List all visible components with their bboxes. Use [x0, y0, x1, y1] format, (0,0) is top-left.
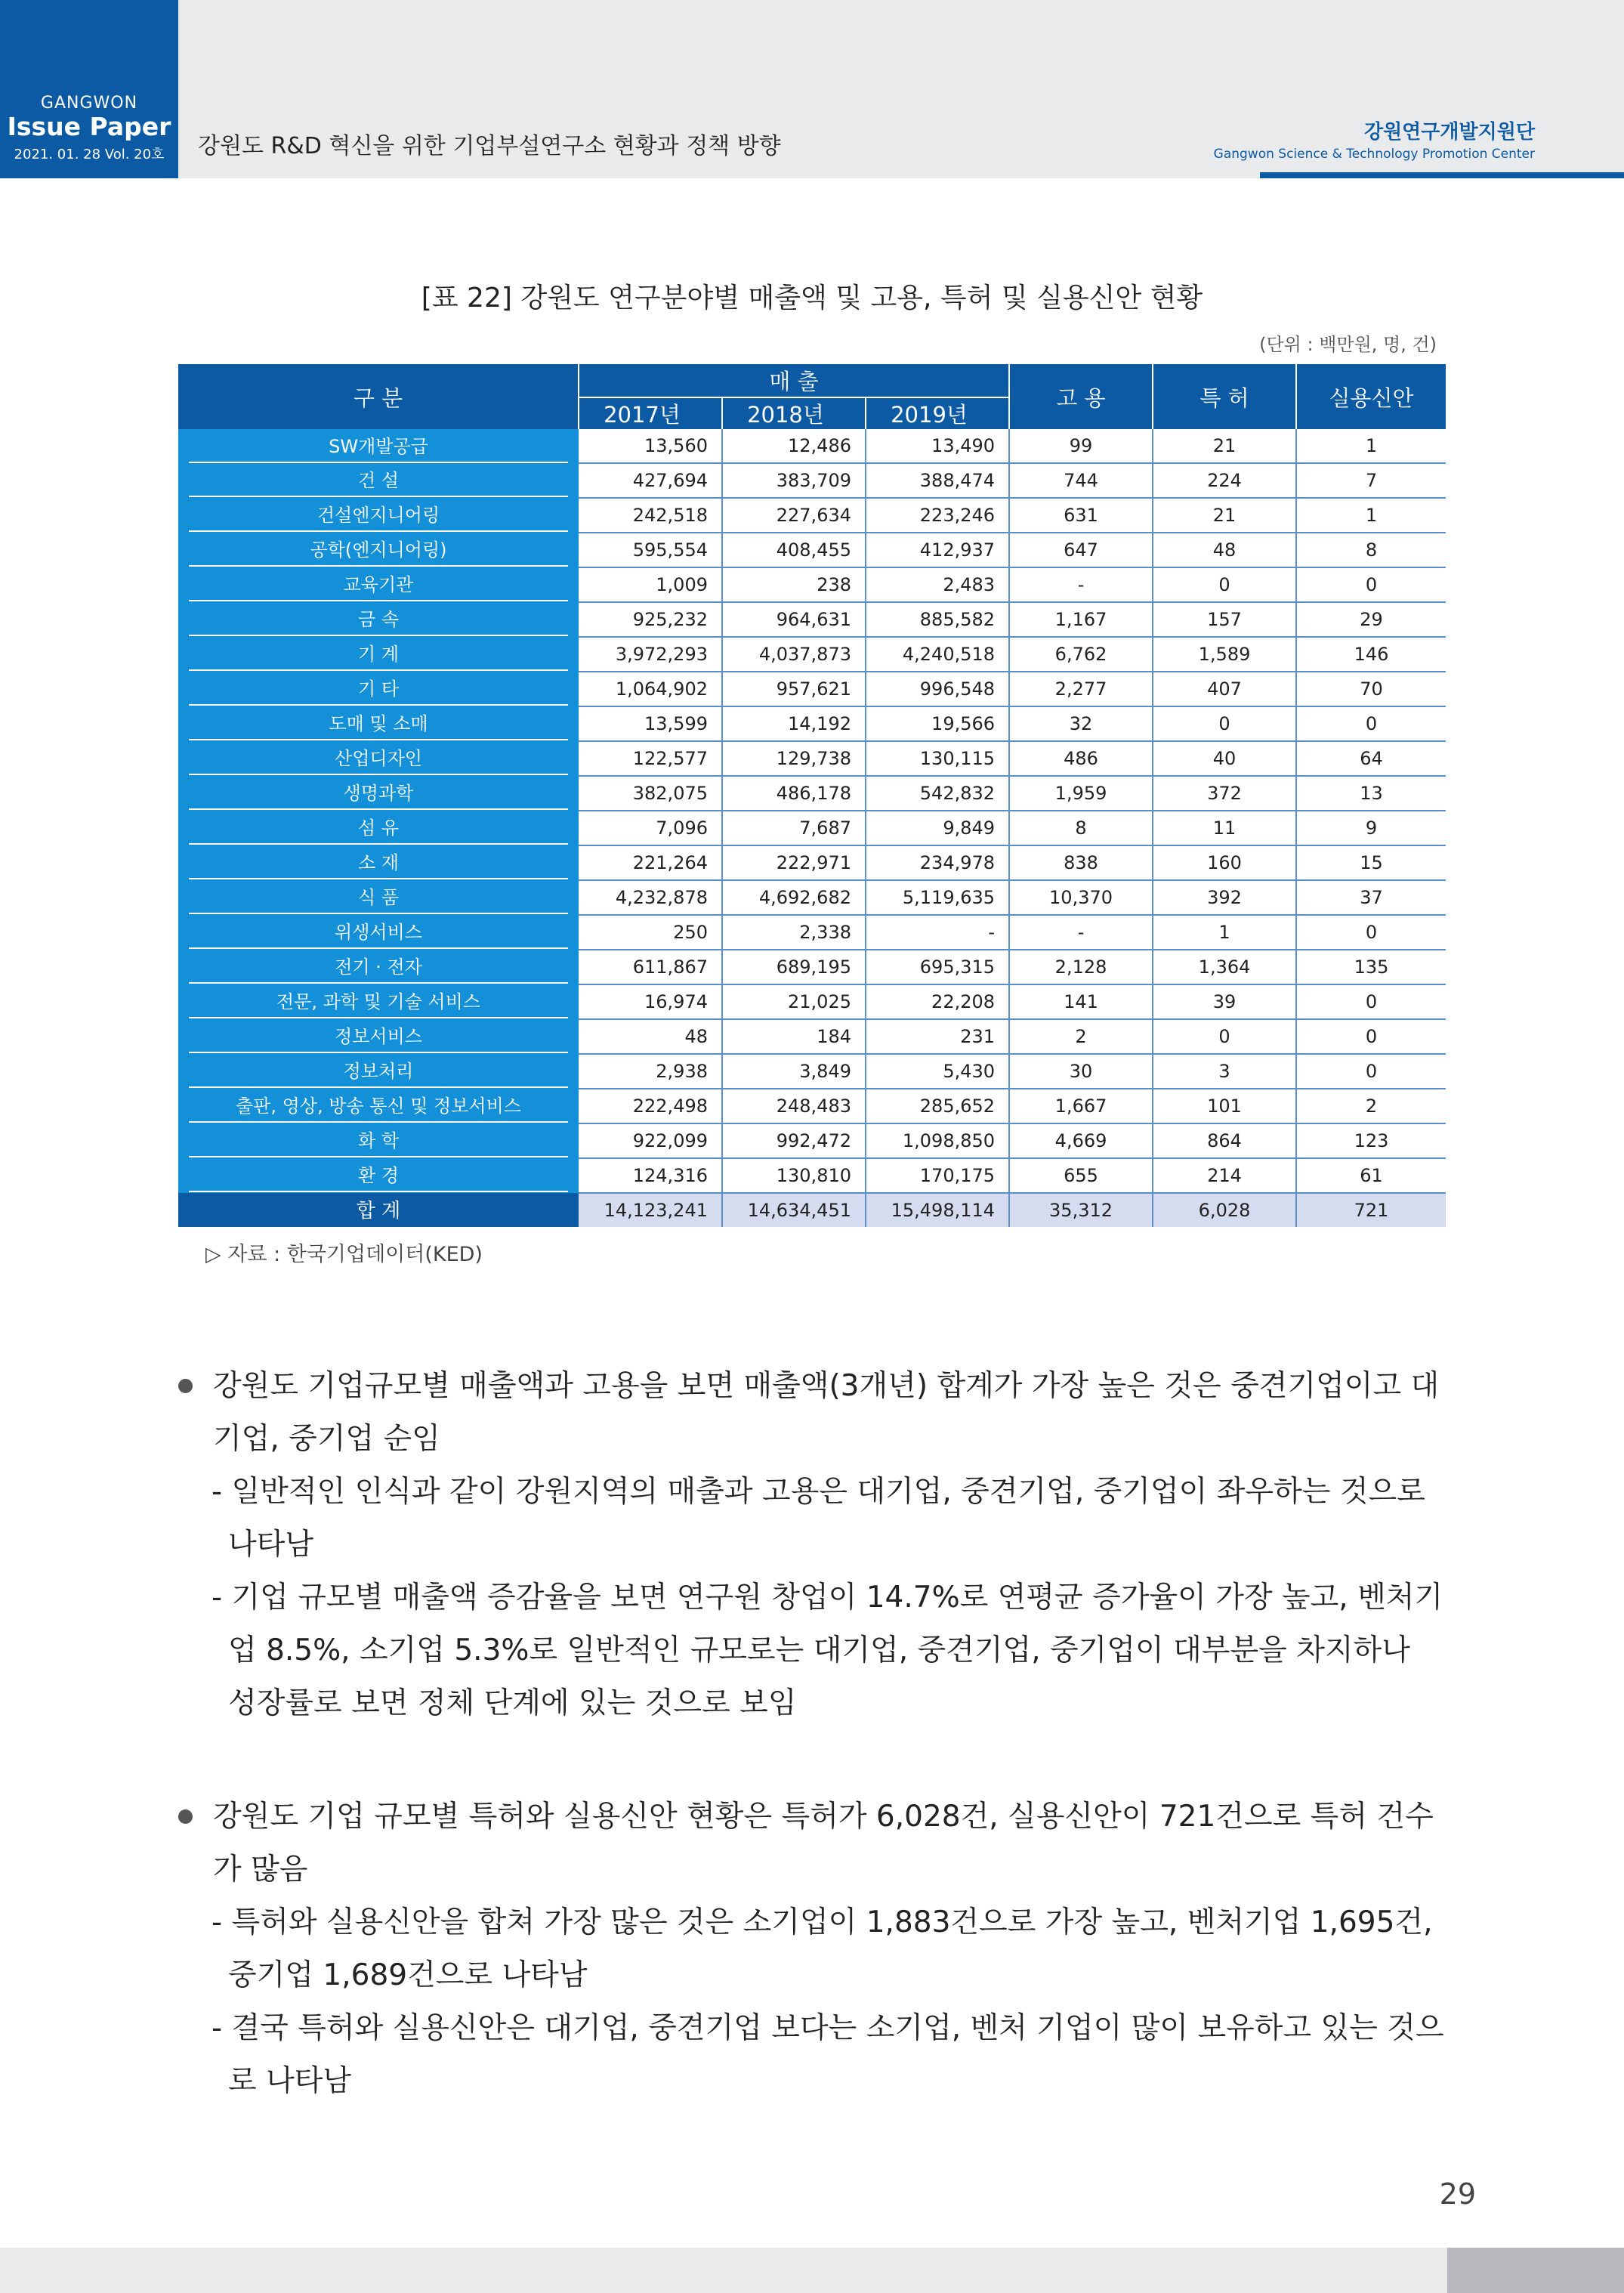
- employment-cell: 1,959: [1009, 776, 1153, 811]
- category-label: 도매 및 소매: [189, 707, 568, 740]
- utility-cell: 29: [1296, 602, 1446, 637]
- sales-2018-cell: 12,486: [722, 429, 866, 463]
- sales-2018-cell: 14,634,451: [722, 1193, 866, 1227]
- sales-2019-cell: 9,849: [866, 811, 1009, 845]
- category-label: 출판, 영상, 방송 통신 및 정보서비스: [189, 1089, 568, 1123]
- brand-issue: 2021. 01. 28 Vol. 20호: [14, 147, 165, 162]
- sales-2019-cell: 1,098,850: [866, 1123, 1009, 1158]
- sales-2017-cell: 250: [579, 915, 722, 950]
- category-cell: [178, 1054, 579, 1089]
- category-cell: [178, 1089, 579, 1123]
- sales-2018-cell: 4,037,873: [722, 637, 866, 672]
- table-row: [178, 1019, 1446, 1054]
- category-cell: [178, 811, 579, 845]
- category-label: 생명과학: [189, 777, 568, 810]
- patent-cell: 0: [1153, 1019, 1296, 1054]
- category-label: 건설엔지니어링: [189, 499, 568, 532]
- table-row: [178, 672, 1446, 706]
- brand-top: GANGWON: [40, 94, 138, 113]
- patent-cell: 372: [1153, 776, 1296, 811]
- category-cell: [178, 706, 579, 741]
- sales-2019-cell: 285,652: [866, 1089, 1009, 1123]
- table-row: [178, 1089, 1446, 1123]
- sales-2019-cell: 170,175: [866, 1158, 1009, 1193]
- utility-cell: 146: [1296, 637, 1446, 672]
- table-row: [178, 984, 1446, 1019]
- category-label: 섬 유: [189, 811, 568, 845]
- category-label: 산업디자인: [189, 742, 568, 775]
- category-cell: [178, 567, 579, 602]
- table-source: ▷ 자료 : 한국기업데이터(KED): [205, 1243, 483, 1266]
- bullet-icon: [178, 1379, 193, 1393]
- utility-cell: 135: [1296, 950, 1446, 984]
- category-label: 기 타: [189, 672, 568, 706]
- utility-cell: 13: [1296, 776, 1446, 811]
- utility-cell: 0: [1296, 1019, 1446, 1054]
- category-label: 교육기관: [189, 568, 568, 601]
- employment-cell: 99: [1009, 429, 1153, 463]
- table-title: [표 22] 강원도 연구분야별 매출액 및 고용, 특허 및 실용신안 현황: [421, 283, 1203, 314]
- employment-cell: 2: [1009, 1019, 1153, 1054]
- patent-cell: 214: [1153, 1158, 1296, 1193]
- utility-cell: 1: [1296, 429, 1446, 463]
- employment-cell: 10,370: [1009, 880, 1153, 915]
- sales-2017-cell: 16,974: [579, 984, 722, 1019]
- category-cell: [178, 533, 579, 567]
- category-cell: [178, 672, 579, 706]
- utility-cell: 721: [1296, 1193, 1446, 1227]
- sales-2018-cell: 4,692,682: [722, 880, 866, 915]
- patent-cell: 224: [1153, 463, 1296, 498]
- sales-2017-cell: 611,867: [579, 950, 722, 984]
- sales-2019-cell: 130,115: [866, 741, 1009, 776]
- table-row: [178, 567, 1446, 602]
- table-unit: (단위 : 백만원, 명, 건): [1259, 334, 1437, 355]
- sales-2019-cell: 13,490: [866, 429, 1009, 463]
- utility-cell: 15: [1296, 845, 1446, 880]
- sales-2018-cell: 21,025: [722, 984, 866, 1019]
- sales-2019-cell: 695,315: [866, 950, 1009, 984]
- category-label: 공학(엔지니어링): [189, 533, 568, 567]
- utility-cell: 70: [1296, 672, 1446, 706]
- patent-cell: 6,028: [1153, 1193, 1296, 1227]
- employment-cell: -: [1009, 567, 1153, 602]
- bullet-paragraph: [178, 1791, 1447, 1896]
- category-cell: [178, 429, 579, 463]
- sub-paragraph: - 일반적인 인식과 같이 강원지역의 매출과 고용은 대기업, 중견기업, 중기업이 좌우하는 것으로 나타남: [211, 1475, 1425, 1562]
- header-year-2017: 2017년: [579, 397, 722, 429]
- utility-cell: 2: [1296, 1089, 1446, 1123]
- sales-2018-cell: 14,192: [722, 706, 866, 741]
- category-cell: [178, 950, 579, 984]
- sales-2019-cell: 5,119,635: [866, 880, 1009, 915]
- employment-cell: 486: [1009, 741, 1153, 776]
- utility-cell: 9: [1296, 811, 1446, 845]
- sales-2018-cell: 2,338: [722, 915, 866, 950]
- table-row: [178, 1054, 1446, 1089]
- sales-2018-cell: 964,631: [722, 602, 866, 637]
- sales-2018-cell: 3,849: [722, 1054, 866, 1089]
- utility-cell: 0: [1296, 706, 1446, 741]
- category-label: 정보처리: [189, 1055, 568, 1088]
- sales-2017-cell: 925,232: [579, 602, 722, 637]
- brand-main: Issue Paper: [7, 112, 171, 141]
- table-row: [178, 637, 1446, 672]
- sales-2017-cell: 14,123,241: [579, 1193, 722, 1227]
- category-cell: [178, 915, 579, 950]
- bullet-paragraph: [178, 1360, 1447, 1466]
- employment-cell: 8: [1009, 811, 1153, 845]
- employment-cell: 631: [1009, 498, 1153, 533]
- category-cell: [178, 1019, 579, 1054]
- sales-2017-cell: 4,232,878: [579, 880, 722, 915]
- sales-2017-cell: 1,009: [579, 567, 722, 602]
- employment-cell: 1,667: [1009, 1089, 1153, 1123]
- sales-2018-cell: 7,687: [722, 811, 866, 845]
- sales-2017-cell: 382,075: [579, 776, 722, 811]
- patent-cell: 11: [1153, 811, 1296, 845]
- sales-2018-cell: 408,455: [722, 533, 866, 567]
- employment-cell: 838: [1009, 845, 1153, 880]
- sub-paragraph: - 특허와 실용신안을 합쳐 가장 많은 것은 소기업이 1,883건으로 가장 높고, 벤처기업 1,695건, 중기업 1,689건으로 나타남: [211, 1905, 1433, 1992]
- document-title: 강원도 R&D 혁신을 위한 기업부설연구소 현황과 정책 방향: [198, 133, 781, 159]
- employment-cell: 4,669: [1009, 1123, 1153, 1158]
- patent-cell: 101: [1153, 1089, 1296, 1123]
- employment-cell: 35,312: [1009, 1193, 1153, 1227]
- sales-2018-cell: 383,709: [722, 463, 866, 498]
- category-cell: [178, 880, 579, 915]
- sales-2018-cell: 486,178: [722, 776, 866, 811]
- paragraph-text: 강원도 기업 규모별 특허와 실용신안 현황은 특허가 6,028건, 실용신안이 721건으로 특허 건수가 많음: [213, 1800, 1434, 1887]
- sales-2019-cell: 4,240,518: [866, 637, 1009, 672]
- category-cell: [178, 845, 579, 880]
- patent-cell: 40: [1153, 741, 1296, 776]
- sales-2019-cell: 5,430: [866, 1054, 1009, 1089]
- patent-cell: 1: [1153, 915, 1296, 950]
- organization-name-en: Gangwon Science & Technology Promotion Center: [1213, 147, 1535, 162]
- utility-cell: 0: [1296, 915, 1446, 950]
- table-row: [178, 498, 1446, 533]
- table-row: [178, 811, 1446, 845]
- table-row: [178, 533, 1446, 567]
- utility-cell: 61: [1296, 1158, 1446, 1193]
- table-row: [178, 1158, 1446, 1193]
- sales-2019-cell: 15,498,114: [866, 1193, 1009, 1227]
- header-utility: 실용신안: [1296, 364, 1446, 429]
- header-employment: 고 용: [1009, 364, 1153, 429]
- sales-2017-cell: 3,972,293: [579, 637, 722, 672]
- sales-2017-cell: 427,694: [579, 463, 722, 498]
- sub-paragraph: - 기업 규모별 매출액 증감율을 보면 연구원 창업이 14.7%로 연평균 증가율이 가장 높고, 벤처기업 8.5%, 소기업 5.3%로 일반적인 규모로는 대기업, 중견기업, 중기업이 대부분을 차지하나 성장률로 보면 정체 단계에 있는 것으로 보임: [211, 1581, 1443, 1720]
- patent-cell: 39: [1153, 984, 1296, 1019]
- sales-2017-cell: 922,099: [579, 1123, 722, 1158]
- bullet-icon: [178, 1809, 193, 1824]
- sales-2017-cell: 13,560: [579, 429, 722, 463]
- sales-2019-cell: 388,474: [866, 463, 1009, 498]
- sales-2019-cell: 223,246: [866, 498, 1009, 533]
- category-label: 건 설: [189, 464, 568, 497]
- category-label: 기 계: [189, 638, 568, 671]
- issue-paper-logo: [0, 0, 178, 178]
- patent-cell: 3: [1153, 1054, 1296, 1089]
- sales-2017-cell: 1,064,902: [579, 672, 722, 706]
- table-row: [178, 1123, 1446, 1158]
- table-row: [178, 741, 1446, 776]
- category-label: SW개발공급: [189, 430, 568, 463]
- sales-2017-cell: 122,577: [579, 741, 722, 776]
- table-row: [178, 706, 1446, 741]
- sales-2019-cell: 22,208: [866, 984, 1009, 1019]
- sales-2018-cell: 129,738: [722, 741, 866, 776]
- patent-cell: 0: [1153, 567, 1296, 602]
- category-cell: [178, 741, 579, 776]
- footer-box: [1447, 2248, 1624, 2293]
- employment-cell: 6,762: [1009, 637, 1153, 672]
- sales-2017-cell: 48: [579, 1019, 722, 1054]
- category-label: 소 재: [189, 846, 568, 879]
- sales-2019-cell: 231: [866, 1019, 1009, 1054]
- employment-cell: 1,167: [1009, 602, 1153, 637]
- sales-2017-cell: 242,518: [579, 498, 722, 533]
- sales-2018-cell: 227,634: [722, 498, 866, 533]
- header-year-2018: 2018년: [722, 397, 866, 429]
- category-cell: [178, 602, 579, 637]
- table-row: [178, 880, 1446, 915]
- sales-2019-cell: 996,548: [866, 672, 1009, 706]
- sales-2018-cell: 184: [722, 1019, 866, 1054]
- sales-2018-cell: 222,971: [722, 845, 866, 880]
- category-label: 환 경: [189, 1159, 568, 1192]
- category-cell: [178, 1158, 579, 1193]
- utility-cell: 7: [1296, 463, 1446, 498]
- employment-cell: -: [1009, 915, 1153, 950]
- header-rule: [1260, 172, 1624, 178]
- table-total-row: [178, 1193, 1446, 1227]
- sales-2017-cell: 124,316: [579, 1158, 722, 1193]
- category-label: 합 계: [356, 1199, 401, 1222]
- patent-cell: 1,364: [1153, 950, 1296, 984]
- sales-2019-cell: 885,582: [866, 602, 1009, 637]
- utility-cell: 0: [1296, 1054, 1446, 1089]
- utility-cell: 123: [1296, 1123, 1446, 1158]
- table-row: [178, 429, 1446, 463]
- category-label: 금 속: [189, 603, 568, 636]
- utility-cell: 0: [1296, 984, 1446, 1019]
- sales-2019-cell: 542,832: [866, 776, 1009, 811]
- employment-cell: 647: [1009, 533, 1153, 567]
- organization-name-ko: 강원연구개발지원단: [1363, 121, 1535, 144]
- sales-2018-cell: 992,472: [722, 1123, 866, 1158]
- employment-cell: 655: [1009, 1158, 1153, 1193]
- page-number: 29: [1439, 2177, 1476, 2211]
- header-category: 구 분: [178, 364, 579, 429]
- employment-cell: 2,277: [1009, 672, 1153, 706]
- sales-2017-cell: 13,599: [579, 706, 722, 741]
- category-cell: [178, 776, 579, 811]
- utility-cell: 37: [1296, 880, 1446, 915]
- utility-cell: 0: [1296, 567, 1446, 602]
- table-row: [178, 463, 1446, 498]
- sales-2018-cell: 957,621: [722, 672, 866, 706]
- employment-cell: 2,128: [1009, 950, 1153, 984]
- utility-cell: 64: [1296, 741, 1446, 776]
- sales-2019-cell: -: [866, 915, 1009, 950]
- employment-cell: 32: [1009, 706, 1153, 741]
- table-row: [178, 950, 1446, 984]
- sales-2018-cell: 130,810: [722, 1158, 866, 1193]
- sales-2017-cell: 2,938: [579, 1054, 722, 1089]
- patent-cell: 407: [1153, 672, 1296, 706]
- patent-cell: 1,589: [1153, 637, 1296, 672]
- data-table: [178, 364, 1446, 1227]
- header-patent: 특 허: [1153, 364, 1296, 429]
- sub-paragraph: - 결국 특허와 실용신안은 대기업, 중견기업 보다는 소기업, 벤처 기업이 많이 보유하고 있는 것으로 나타남: [211, 2011, 1444, 2098]
- category-cell: [178, 637, 579, 672]
- sales-2017-cell: 7,096: [579, 811, 722, 845]
- sales-2019-cell: 412,937: [866, 533, 1009, 567]
- table-body: [178, 429, 1446, 1227]
- employment-cell: 744: [1009, 463, 1153, 498]
- patent-cell: 864: [1153, 1123, 1296, 1158]
- patent-cell: 48: [1153, 533, 1296, 567]
- category-label: 정보서비스: [189, 1020, 568, 1053]
- sales-2019-cell: 234,978: [866, 845, 1009, 880]
- paragraph-text: 강원도 기업규모별 매출액과 고용을 보면 매출액(3개년) 합계가 가장 높은 것은 중견기업이고 대기업, 중기업 순임: [213, 1369, 1440, 1456]
- patent-cell: 157: [1153, 602, 1296, 637]
- patent-cell: 21: [1153, 429, 1296, 463]
- utility-cell: 1: [1296, 498, 1446, 533]
- header-sales: 매 출: [579, 364, 1009, 397]
- utility-cell: 8: [1296, 533, 1446, 567]
- body-section-1: [178, 1360, 1447, 1730]
- table-row: [178, 776, 1446, 811]
- table-row: [178, 845, 1446, 880]
- category-label: 전기 · 전자: [189, 950, 568, 984]
- sales-2018-cell: 689,195: [722, 950, 866, 984]
- category-cell: [178, 463, 579, 498]
- category-cell: [178, 1123, 579, 1158]
- category-cell: [178, 984, 579, 1019]
- sales-2017-cell: 222,498: [579, 1089, 722, 1123]
- employment-cell: 30: [1009, 1054, 1153, 1089]
- employment-cell: 141: [1009, 984, 1153, 1019]
- category-label: 전문, 과학 및 기술 서비스: [189, 985, 568, 1018]
- patent-cell: 21: [1153, 498, 1296, 533]
- sales-2019-cell: 2,483: [866, 567, 1009, 602]
- body-section-2: [178, 1791, 1447, 2108]
- category-label: 식 품: [189, 881, 568, 914]
- header-year-2019: 2019년: [866, 397, 1009, 429]
- sales-2017-cell: 221,264: [579, 845, 722, 880]
- table-row: [178, 915, 1446, 950]
- footer-band: [0, 2248, 1624, 2293]
- patent-cell: 392: [1153, 880, 1296, 915]
- table-row: [178, 602, 1446, 637]
- sales-2017-cell: 595,554: [579, 533, 722, 567]
- category-label: 화 학: [189, 1124, 568, 1157]
- patent-cell: 0: [1153, 706, 1296, 741]
- sales-2019-cell: 19,566: [866, 706, 1009, 741]
- sales-2018-cell: 238: [722, 567, 866, 602]
- category-cell: [178, 1193, 579, 1227]
- category-cell: [178, 498, 579, 533]
- sales-2018-cell: 248,483: [722, 1089, 866, 1123]
- category-label: 위생서비스: [189, 916, 568, 949]
- patent-cell: 160: [1153, 845, 1296, 880]
